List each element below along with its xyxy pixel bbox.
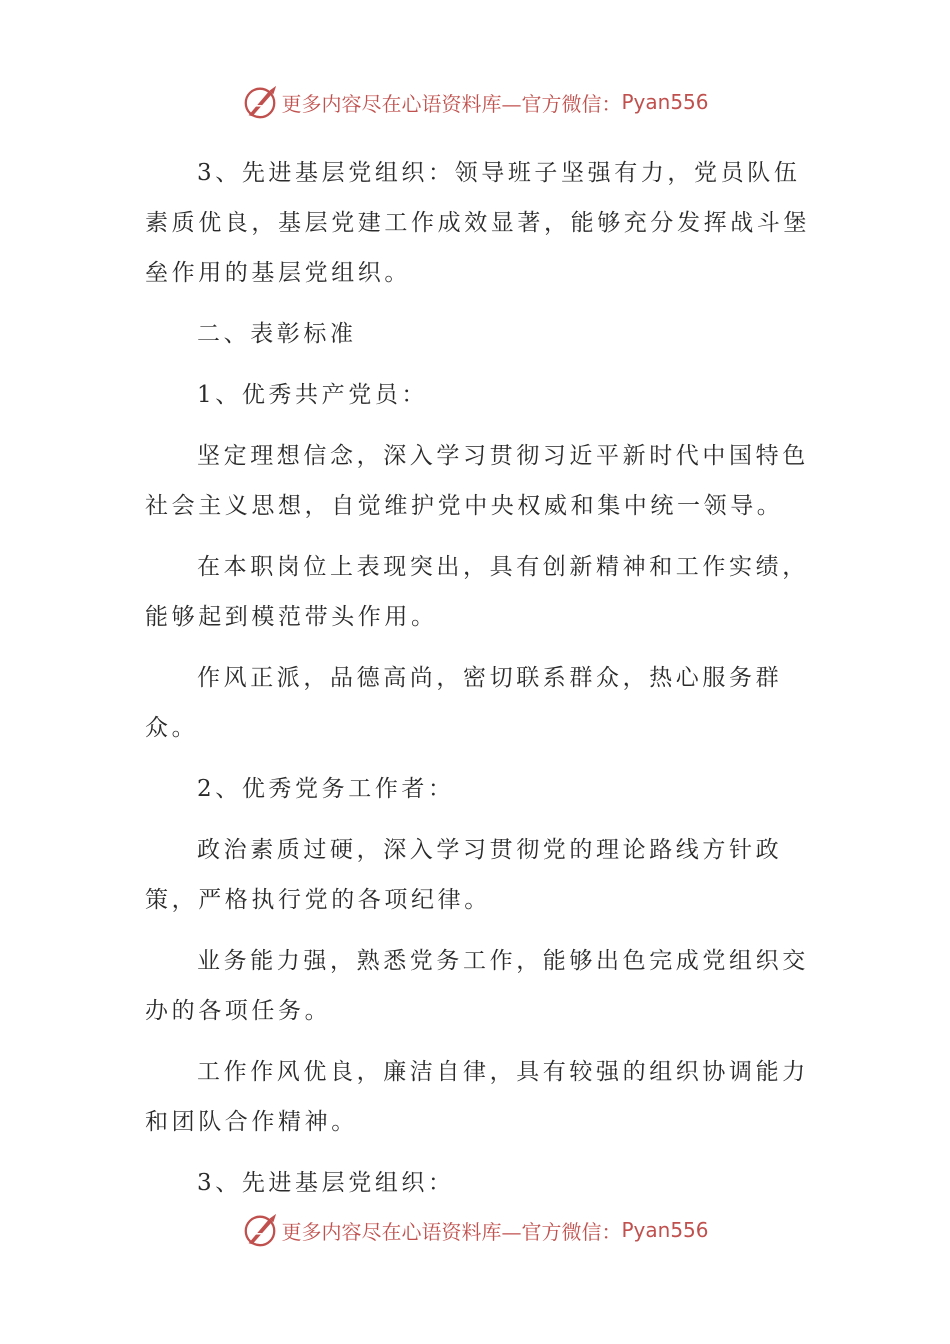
- watermark-brand-text: 更多内容尽在心语资料库—官方微信：: [281, 1219, 622, 1244]
- subheading-excellent-member: 1、优秀共产党员：: [197, 382, 429, 408]
- document-body: [145, 148, 810, 1219]
- watermark-brand-text: 更多内容尽在心语资料库—官方微信：: [281, 91, 622, 116]
- paragraph-1: 3、先进基层党组织：领导班子坚强有力，党员队伍素质优良，基层党建工作成效显著，能够充分发挥战斗堡垒作用的基层党组织。: [145, 160, 810, 286]
- header-watermark: [0, 82, 950, 122]
- watermark-wechat-id: Pyan556: [621, 1218, 709, 1242]
- paragraph-10: 工作作风优良，廉洁自律，具有较强的组织协调能力和团队合作精神。: [145, 1059, 809, 1135]
- paragraph-4: 坚定理想信念，深入学习贯彻习近平新时代中国特色社会主义思想，自觉维护党中央权威和集中统一领导。: [145, 443, 809, 519]
- paragraph-8: 政治素质过硬，深入学习贯彻党的理论路线方针政策，严格执行党的各项纪律。: [145, 837, 783, 913]
- watermark-wechat-id: Pyan556: [621, 90, 709, 114]
- quill-pen-icon: [241, 1211, 279, 1249]
- paragraph-5: 在本职岗位上表现突出，具有创新精神和工作实绩，能够起到模范带头作用。: [145, 554, 809, 630]
- footer-watermark: [0, 1210, 950, 1250]
- section-heading: 二、表彰标准: [197, 321, 357, 347]
- subheading-party-worker: 2、优秀党务工作者：: [197, 776, 455, 802]
- paragraph-6: 作风正派，品德高尚，密切联系群众，热心服务群众。: [145, 665, 783, 741]
- subheading-grassroots-org: 3、先进基层党组织：: [197, 1170, 455, 1196]
- quill-pen-icon: [241, 83, 279, 121]
- paragraph-9: 业务能力强，熟悉党务工作，能够出色完成党组织交办的各项任务。: [145, 948, 809, 1024]
